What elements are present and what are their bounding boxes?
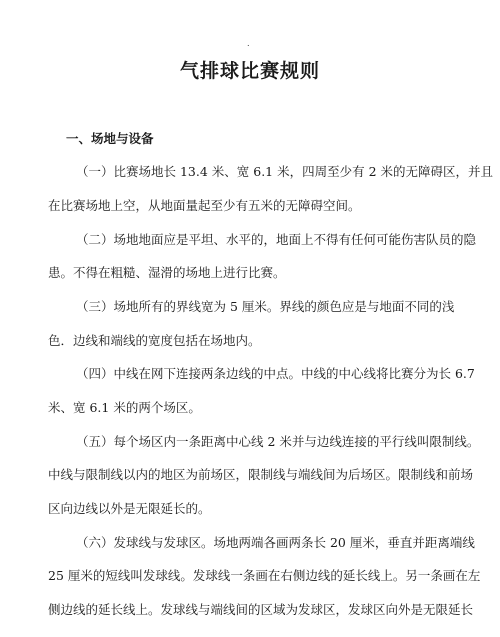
- paragraph-5-line-1: （五）每个场区内一条距离中心线 2 米并与边线连接的平行线叫限制线。: [76, 434, 480, 449]
- header-mark: .: [247, 39, 250, 48]
- paragraph-6-line-1: （六）发球线与发球区。场地两端各画两条长 20 厘米，垂直并距离端线: [76, 535, 475, 550]
- paragraph-5-line-3: 区向边线以外是无限延长的。: [48, 501, 211, 516]
- paragraph-2-line-2: 患。不得在粗糙、湿滑的场地上进行比赛。: [48, 265, 286, 280]
- paragraph-2-line-1: （二）场地地面应是平坦、水平的，地面上不得有任何可能伤害队员的隐: [76, 232, 477, 247]
- paragraph-3-line-2: 色．边线和端线的宽度包括在场地内。: [48, 333, 261, 348]
- paragraph-6-line-2: 25 厘米的短线叫发球线。发球线一条画在右侧边线的延长线上。另一条画在左: [48, 568, 481, 583]
- paragraph-4-line-1: （四）中线在网下连接两条边线的中点。中线的中心线将比赛分为长 6.7: [76, 366, 475, 381]
- section-heading: 一、场地与设备: [66, 131, 154, 146]
- page-title: 气排球比赛规则: [179, 60, 320, 82]
- paragraph-6-line-3: 侧边线的延长线上。发球线与端线间的区域为发球区，发球区向外是无限延长: [48, 602, 474, 617]
- paragraph-1-line-1: （一）比赛场地长 13.4 米、宽 6.1 米，四周至少有 2 米的无障碍区，并且: [76, 164, 494, 179]
- paragraph-3-line-1: （三）场地所有的界线宽为 5 厘米。界线的颜色应是与地面不同的浅: [76, 299, 455, 314]
- paragraph-1-line-2: 在比赛场地上空，从地面量起至少有五米的无障碍空间。: [48, 198, 361, 213]
- paragraph-4-line-2: 米、宽 6.1 米的两个场区。: [48, 400, 201, 415]
- paragraph-5-line-2: 中线与限制线以内的地区为前场区，限制线与端线间为后场区。限制线和前场: [48, 467, 474, 482]
